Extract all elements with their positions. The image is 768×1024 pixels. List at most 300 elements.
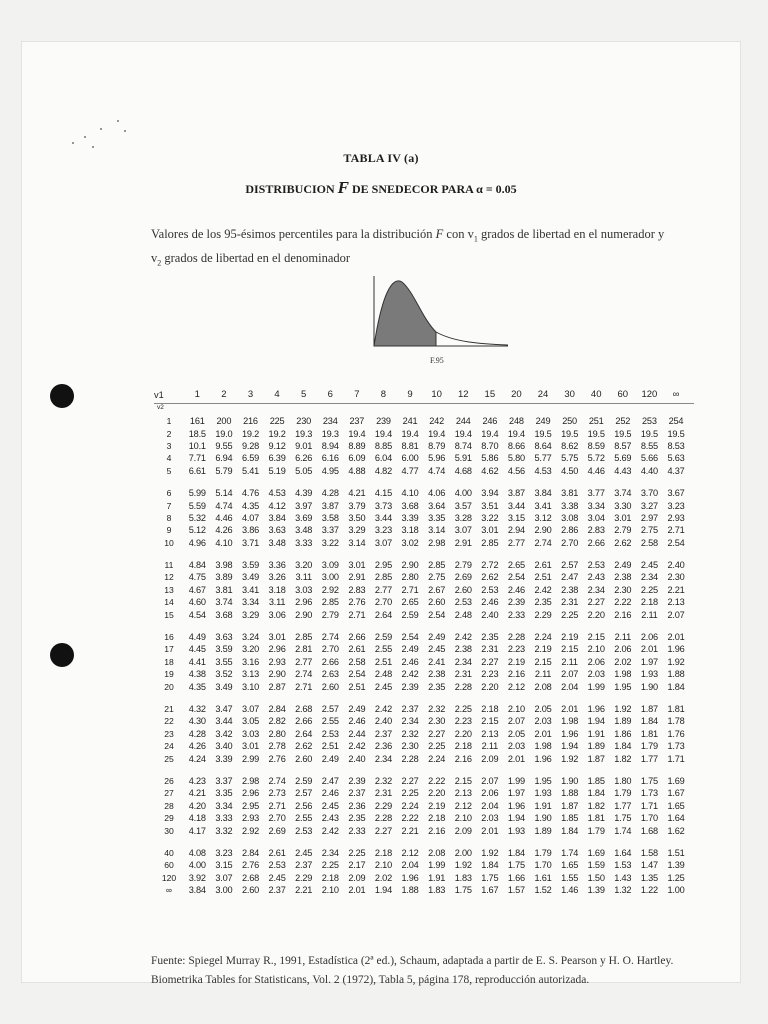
table-cell: 2.16 xyxy=(507,669,525,680)
table-cell: 2.56 xyxy=(295,800,313,811)
table-cell: 2.20 xyxy=(454,728,472,739)
row-label-v2: 18 xyxy=(164,656,174,667)
table-cell: 5.79 xyxy=(215,465,233,476)
table-row xyxy=(154,571,694,583)
table-cell: 2.61 xyxy=(268,847,286,858)
table-cell: 2.01 xyxy=(640,644,658,655)
table-cell: 3.00 xyxy=(215,885,233,896)
table-cell: 2.51 xyxy=(348,681,366,692)
table-cell: 2.11 xyxy=(534,669,552,680)
table-cell: 2.33 xyxy=(507,609,525,620)
table-cell: 4.00 xyxy=(454,488,472,499)
col-header: 5 xyxy=(301,389,307,400)
table-cell: 6.94 xyxy=(215,453,233,464)
table-cell: 8.89 xyxy=(348,440,366,451)
table-cell: 2.27 xyxy=(481,656,499,667)
row-label-v2: 29 xyxy=(164,813,174,824)
table-cell: 2.32 xyxy=(374,775,392,786)
f-table xyxy=(154,386,694,906)
table-cell: 1.22 xyxy=(640,885,658,896)
table-cell: 4.74 xyxy=(428,465,446,476)
table-cell: 19.5 xyxy=(534,428,552,439)
table-cell: 19.4 xyxy=(401,428,419,439)
table-cell: 2.40 xyxy=(374,716,392,727)
table-cell: 252 xyxy=(615,416,631,427)
table-cell: 250 xyxy=(562,416,577,427)
table-cell: 1.84 xyxy=(481,860,499,871)
table-cell: 4.60 xyxy=(188,597,206,608)
row-label-v2: 25 xyxy=(164,753,174,764)
table-cell: 1.87 xyxy=(561,800,579,811)
table-cell: 2.70 xyxy=(561,537,579,548)
table-cell: 1.25 xyxy=(667,872,685,883)
table-cell: 2.47 xyxy=(561,572,579,583)
row-label-v2: 20 xyxy=(164,681,174,692)
table-cell: 2.41 xyxy=(428,656,446,667)
table-cell: 3.55 xyxy=(215,656,233,667)
table-cell: 2.21 xyxy=(401,825,419,836)
table-cell: 2.80 xyxy=(401,572,419,583)
table-cell: 1.82 xyxy=(587,800,605,811)
table-cell: 4.45 xyxy=(188,644,206,655)
table-cell: 3.14 xyxy=(348,537,366,548)
table-cell: 2.31 xyxy=(481,644,499,655)
table-cell: 2.45 xyxy=(428,644,446,655)
table-cell: 2.82 xyxy=(268,716,286,727)
table-cell: 5.80 xyxy=(507,453,525,464)
table-cell: 1.66 xyxy=(507,872,525,883)
table-cell: 2.42 xyxy=(401,669,419,680)
table-cell: 3.38 xyxy=(561,500,579,511)
table-cell: 2.30 xyxy=(428,716,446,727)
table-cell: 2.10 xyxy=(587,644,605,655)
table-cell: 3.24 xyxy=(241,632,260,643)
table-cell: 4.07 xyxy=(241,512,260,523)
col-header: 6 xyxy=(327,389,333,400)
table-cell: 251 xyxy=(588,416,604,427)
table-cell: 3.52 xyxy=(215,669,233,680)
table-cell: 2.45 xyxy=(268,872,286,883)
table-row xyxy=(154,608,694,620)
row-group xyxy=(154,847,694,897)
table-cell: 1.73 xyxy=(667,741,685,752)
table-cell: 2.85 xyxy=(481,537,499,548)
table-cell: 2.25 xyxy=(348,847,366,858)
table-cell: 2.38 xyxy=(614,572,632,583)
table-cell: 1.70 xyxy=(640,813,658,824)
table-cell: 1.81 xyxy=(667,704,685,714)
table-row xyxy=(154,740,694,752)
table-cell: 4.21 xyxy=(188,788,206,799)
table-cell: 3.63 xyxy=(268,525,286,536)
table-cell: 5.86 xyxy=(481,453,499,464)
table-cell: 1.84 xyxy=(561,825,579,836)
col-header: 40 xyxy=(590,389,602,400)
figure-label: F.95 xyxy=(430,356,444,365)
table-cell: 1.53 xyxy=(614,860,632,871)
row-group xyxy=(154,415,694,477)
table-cell: 234 xyxy=(322,416,338,427)
table-cell: 3.29 xyxy=(241,609,260,620)
table-cell: 3.67 xyxy=(667,488,685,499)
table-cell: 4.95 xyxy=(321,465,339,476)
table-cell: 3.22 xyxy=(321,537,339,548)
table-cell: 8.66 xyxy=(507,440,525,451)
table-cell: 2.71 xyxy=(348,609,366,620)
table-row xyxy=(154,512,694,524)
table-cell: 1.39 xyxy=(587,885,605,896)
table-title: TABLA IV (a) xyxy=(343,151,419,165)
table-cell: 2.54 xyxy=(667,537,685,548)
table-cell: 1.74 xyxy=(614,825,632,836)
table-body xyxy=(154,415,694,896)
table-row xyxy=(154,812,694,824)
table-cell: 2.93 xyxy=(241,813,260,824)
table-cell: 1.90 xyxy=(561,775,579,786)
table-row xyxy=(154,596,694,608)
table-cell: 2.20 xyxy=(587,609,605,620)
table-cell: 2.94 xyxy=(507,525,525,536)
table-cell: 2.03 xyxy=(481,813,499,824)
table-cell: 1.62 xyxy=(667,825,685,836)
table-cell: 2.75 xyxy=(640,525,658,536)
table-cell: 4.23 xyxy=(188,775,206,786)
table-cell: 1.90 xyxy=(640,681,658,692)
table-cell: 4.56 xyxy=(507,465,525,476)
table-cell: 1.64 xyxy=(614,847,632,858)
table-cell: 2.13 xyxy=(667,597,685,608)
table-cell: 2.27 xyxy=(401,775,419,786)
table-cell: 3.01 xyxy=(614,512,632,523)
table-cell: 2.97 xyxy=(640,512,658,523)
table-cell: 1.75 xyxy=(481,872,499,883)
table-cell: 2.54 xyxy=(507,572,525,583)
table-cell: 2.46 xyxy=(481,597,499,608)
table-row xyxy=(154,452,694,464)
table-cell: 3.74 xyxy=(215,597,233,608)
f-distribution-figure xyxy=(370,274,510,369)
table-cell: 1.77 xyxy=(614,800,632,811)
table-cell: 2.38 xyxy=(428,669,446,680)
table-cell: 5.41 xyxy=(241,465,260,476)
table-cell: 4.96 xyxy=(188,537,206,548)
table-cell: 3.59 xyxy=(215,644,233,655)
table-cell: 2.08 xyxy=(534,681,552,692)
row-label-v2: 2 xyxy=(166,428,172,439)
table-cell: 1.39 xyxy=(667,860,685,871)
table-cell: 1.83 xyxy=(428,885,446,896)
table-cell: 3.35 xyxy=(215,788,233,799)
table-cell: 2.53 xyxy=(587,560,605,571)
table-row xyxy=(154,584,694,596)
table-cell: 2.19 xyxy=(534,644,552,655)
subtitle-f: F xyxy=(337,178,350,197)
table-cell: 2.51 xyxy=(534,572,552,583)
table-cell: 8.57 xyxy=(614,440,632,451)
table-cell: 2.12 xyxy=(454,800,472,811)
table-cell: 2.90 xyxy=(295,609,313,620)
table-cell: 1.50 xyxy=(587,872,605,883)
table-cell: 3.04 xyxy=(587,512,605,523)
table-cell: 1.84 xyxy=(614,741,632,752)
table-cell: 2.37 xyxy=(295,860,313,871)
table-cell: 3.15 xyxy=(215,860,233,871)
table-cell: 2.77 xyxy=(295,656,313,667)
table-cell: 2.62 xyxy=(295,741,313,752)
table-cell: 2.70 xyxy=(268,813,286,824)
col-header: 12 xyxy=(457,389,469,400)
table-cell: 2.22 xyxy=(401,813,419,824)
row-label-v2: 5 xyxy=(166,465,172,476)
table-cell: 2.85 xyxy=(428,560,446,571)
row-label-v2: 22 xyxy=(164,716,174,727)
table-cell: 2.61 xyxy=(534,560,552,571)
table-cell: 3.28 xyxy=(454,512,472,523)
table-cell: 4.26 xyxy=(215,525,233,536)
table-cell: 5.19 xyxy=(268,465,286,476)
table-cell: 3.98 xyxy=(215,560,233,571)
table-cell: 19.4 xyxy=(428,428,446,439)
table-cell: 5.63 xyxy=(667,453,685,464)
table-cell: 2.87 xyxy=(268,681,286,692)
table-cell: 2.23 xyxy=(454,716,472,727)
table-cell: 4.77 xyxy=(401,465,419,476)
row-label-v2: 16 xyxy=(164,632,174,643)
table-cell: 19.5 xyxy=(587,428,605,439)
table-cell: 2.17 xyxy=(348,860,366,871)
table-cell: 3.58 xyxy=(321,512,339,523)
table-cell: 2.91 xyxy=(454,537,472,548)
table-cell: 1.83 xyxy=(454,872,472,883)
table-cell: 8.59 xyxy=(587,440,605,451)
table-cell: 8.55 xyxy=(640,440,658,451)
table-cell: 1.96 xyxy=(561,728,579,739)
table-cell: 3.27 xyxy=(640,500,658,511)
table-cell: 2.55 xyxy=(321,716,339,727)
table-cell: 2.92 xyxy=(321,584,339,595)
table-cell: 1.96 xyxy=(507,800,525,811)
col-header: 1 xyxy=(194,389,200,400)
table-cell: 2.49 xyxy=(614,560,632,571)
table-cell: 2.79 xyxy=(321,609,339,620)
table-cell: 1.00 xyxy=(667,885,685,896)
table-cell: 1.59 xyxy=(587,860,605,871)
table-row xyxy=(154,715,694,727)
table-cell: 4.74 xyxy=(215,500,233,511)
table-cell: 2.76 xyxy=(268,753,286,764)
table-cell: 2.70 xyxy=(321,644,339,655)
table-cell: 2.18 xyxy=(428,813,446,824)
table-cell: 3.92 xyxy=(188,872,206,883)
desc-part-d: grados de libertad en el denominador xyxy=(161,250,351,265)
table-cell: 4.10 xyxy=(401,488,419,499)
table-cell: 8.53 xyxy=(667,440,685,451)
table-cell: 1.52 xyxy=(534,885,552,896)
table-cell: 2.78 xyxy=(268,741,286,752)
table-cell: 2.06 xyxy=(481,788,499,799)
table-cell: 19.3 xyxy=(321,428,339,439)
row-label-v2: 15 xyxy=(164,609,174,620)
table-cell: 2.96 xyxy=(241,788,260,799)
row-label-v2: 4 xyxy=(166,453,172,464)
table-cell: 2.05 xyxy=(534,704,552,714)
table-cell: 3.87 xyxy=(507,488,525,499)
table-cell: 4.35 xyxy=(241,500,260,511)
table-cell: 2.85 xyxy=(321,597,339,608)
table-cell: 5.66 xyxy=(640,453,658,464)
table-cell: 2.84 xyxy=(268,704,286,714)
table-cell: 3.81 xyxy=(215,584,233,595)
table-cell: 2.60 xyxy=(321,681,339,692)
table-cell: 1.75 xyxy=(614,813,632,824)
table-cell: 2.03 xyxy=(587,669,605,680)
table-cell: 2.06 xyxy=(640,632,658,643)
table-cell: 1.68 xyxy=(640,825,658,836)
table-row xyxy=(154,668,694,680)
table-cell: 6.09 xyxy=(348,453,366,464)
table-cell: 1.67 xyxy=(481,885,499,896)
table-row xyxy=(154,680,694,692)
row-group xyxy=(154,559,694,621)
table-cell: 9.28 xyxy=(241,440,260,451)
table-cell: 2.91 xyxy=(348,572,366,583)
table-cell: 1.79 xyxy=(534,847,552,858)
table-cell: 2.24 xyxy=(534,632,552,643)
table-cell: 2.74 xyxy=(534,537,552,548)
row-label-v2: 28 xyxy=(164,800,174,811)
table-cell: 2.35 xyxy=(481,632,499,643)
table-cell: 3.39 xyxy=(215,753,233,764)
table-cell: 2.27 xyxy=(374,825,392,836)
table-cell: 2.57 xyxy=(561,560,579,571)
table-cell: 3.86 xyxy=(241,525,260,536)
table-cell: 2.28 xyxy=(507,632,525,643)
table-cell: 2.01 xyxy=(667,632,685,643)
table-cell: 3.63 xyxy=(215,632,233,643)
table-cell: 2.33 xyxy=(348,825,366,836)
table-cell: 2.25 xyxy=(640,584,658,595)
table-row xyxy=(154,787,694,799)
table-cell: 1.81 xyxy=(640,728,658,739)
table-cell: 2.79 xyxy=(454,560,472,571)
table-cell: 3.07 xyxy=(215,872,233,883)
table-cell: 19.0 xyxy=(215,428,233,439)
table-cell: 9.01 xyxy=(295,440,313,451)
table-cell: 4.06 xyxy=(428,488,446,499)
table-cell: 1.71 xyxy=(640,800,658,811)
table-cell: 2.13 xyxy=(454,788,472,799)
table-cell: 2.27 xyxy=(587,597,605,608)
table-cell: 2.45 xyxy=(295,847,313,858)
table-cell: 1.69 xyxy=(587,847,605,858)
table-cell: 2.01 xyxy=(507,753,525,764)
table-cell: 3.29 xyxy=(348,525,366,536)
table-cell: 2.83 xyxy=(587,525,605,536)
table-cell: 19.4 xyxy=(454,428,472,439)
table-cell: 249 xyxy=(535,416,551,427)
table-cell: 3.15 xyxy=(507,512,525,523)
table-cell: 2.25 xyxy=(321,860,339,871)
row-label-v2: 6 xyxy=(166,488,172,499)
table-cell: 2.74 xyxy=(268,775,286,786)
table-cell: 1.93 xyxy=(640,669,658,680)
table-cell: 2.32 xyxy=(401,728,419,739)
table-cell: 3.50 xyxy=(348,512,366,523)
table-cell: 6.04 xyxy=(374,453,392,464)
table-cell: 3.49 xyxy=(241,572,260,583)
table-cell: 241 xyxy=(402,416,418,427)
table-cell: 3.68 xyxy=(215,609,233,620)
table-cell: 3.05 xyxy=(241,716,260,727)
table-cell: 2.35 xyxy=(534,597,552,608)
table-cell: 4.75 xyxy=(188,572,206,583)
table-cell: 1.98 xyxy=(614,669,632,680)
table-cell: 2.15 xyxy=(561,644,579,655)
table-cell: 3.44 xyxy=(374,512,392,523)
table-cell: 3.14 xyxy=(428,525,446,536)
table-cell: 3.18 xyxy=(401,525,419,536)
table-cell: 4.15 xyxy=(374,488,392,499)
table-cell: 2.12 xyxy=(401,847,419,858)
table-cell: 2.34 xyxy=(401,716,419,727)
table-cell: 1.94 xyxy=(561,741,579,752)
table-cell: 2.68 xyxy=(241,872,260,883)
table-cell: 2.18 xyxy=(374,847,392,858)
table-cell: 3.47 xyxy=(215,704,233,714)
table-cell: 1.98 xyxy=(534,741,552,752)
table-cell: 2.90 xyxy=(534,525,552,536)
table-cell: 3.81 xyxy=(561,488,579,499)
table-cell: 1.76 xyxy=(667,728,685,739)
table-cell: 1.88 xyxy=(667,669,685,680)
table-cell: 4.08 xyxy=(188,847,206,858)
table-cell: 3.32 xyxy=(215,825,233,836)
table-cell: 2.84 xyxy=(241,847,260,858)
table-cell: 1.94 xyxy=(587,716,605,727)
table-cell: 2.71 xyxy=(401,584,419,595)
table-cell: 1.96 xyxy=(534,753,552,764)
table-cell: 3.37 xyxy=(321,525,339,536)
table-cell: 2.93 xyxy=(667,512,685,523)
table-cell: 2.48 xyxy=(454,609,472,620)
table-cell: 2.46 xyxy=(321,788,339,799)
table-cell: 19.2 xyxy=(241,428,260,439)
row-label-v2: 13 xyxy=(164,584,174,595)
table-cell: 1.71 xyxy=(667,753,685,764)
table-cell: 5.05 xyxy=(295,465,313,476)
table-cell: 2.28 xyxy=(454,681,472,692)
table-cell: 3.44 xyxy=(215,716,233,727)
desc-part-a: Valores de los 95-ésimos percentiles para la distribución xyxy=(151,227,436,241)
table-row xyxy=(154,752,694,764)
table-cell: 3.20 xyxy=(295,560,313,571)
table-cell: 3.33 xyxy=(215,813,233,824)
table-cell: 3.97 xyxy=(295,500,313,511)
table-row xyxy=(154,524,694,536)
col-header: 24 xyxy=(537,389,549,400)
table-cell: 2.57 xyxy=(295,788,313,799)
table-cell: 2.01 xyxy=(481,825,499,836)
table-cell: 6.61 xyxy=(188,465,206,476)
table-cell: 2.85 xyxy=(374,572,392,583)
desc-part-c: grados de libertad en el numerador y v xyxy=(151,227,665,265)
table-cell: 19.5 xyxy=(667,428,685,439)
table-cell: 8.74 xyxy=(454,440,472,451)
table-cell: 1.77 xyxy=(640,753,658,764)
table-cell: 2.25 xyxy=(428,741,446,752)
table-cell: 8.81 xyxy=(401,440,419,451)
table-cell: 1.99 xyxy=(428,860,446,871)
